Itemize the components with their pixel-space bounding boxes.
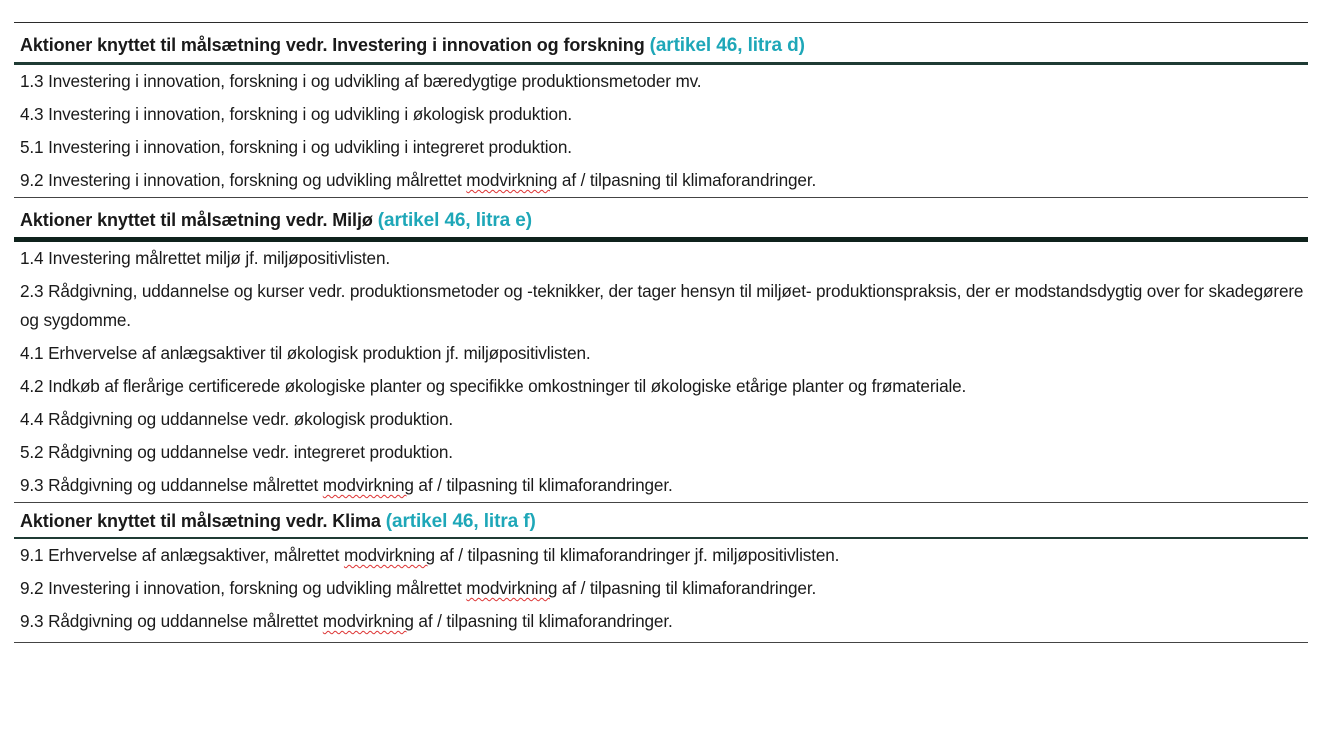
list-item: 5.2 Rådgivning og uddannelse vedr. integreret produktion.: [20, 442, 453, 462]
list-item: 4.2 Indkøb af flerårige certificerede økologiske planter og specifikke omkostninger til økologiske etårige planter og frømateriale.: [20, 376, 967, 396]
item-text: 9.2 Investering i innovation, forskning og udvikling målrettet: [20, 170, 467, 190]
item-text: af / tilpasning til klimaforandringer jf. miljøpositivlisten.: [434, 545, 840, 565]
spellcheck-flagged-word[interactable]: modvirkning: [322, 611, 414, 631]
article-reference: (artikel 46, litra e): [377, 210, 532, 231]
list-item: [14, 469, 1308, 502]
list-item: 5.1 Investering i innovation, forskning i og udvikling i integreret produktion.: [20, 137, 572, 157]
list-item: [14, 572, 1308, 605]
list-item: 1.3 Investering i innovation, forskning i og udvikling af bæredygtige produktionsmetoder mv.: [20, 71, 702, 91]
section-climate: [14, 503, 1308, 638]
spellcheck-flagged-word[interactable]: modvirkning: [322, 475, 414, 495]
section-title: Aktioner knyttet til målsætning vedr. Miljø: [20, 210, 373, 230]
section-header: [14, 23, 1308, 62]
list-item: 4.4 Rådgivning og uddannelse vedr. økologisk produktion.: [20, 409, 454, 429]
section-title: Aktioner knyttet til målsætning vedr. Klima: [20, 511, 381, 531]
item-text: 9.3 Rådgivning og uddannelse målrettet: [20, 611, 323, 631]
article-reference: (artikel 46, litra f): [385, 511, 536, 532]
action-list: [14, 539, 1308, 638]
section-environment: [14, 198, 1308, 502]
section-title: Aktioner knyttet til målsætning vedr. Investering i innovation og forskning: [20, 35, 645, 55]
spellcheck-flagged-word[interactable]: modvirkning: [343, 545, 435, 565]
section-header: [14, 198, 1308, 237]
item-text: 9.3 Rådgivning og uddannelse målrettet: [20, 475, 323, 495]
list-item: [14, 605, 1308, 638]
article-reference: (artikel 46, litra d): [649, 35, 805, 56]
list-item: 4.3 Investering i innovation, forskning i og udvikling i økologisk produktion.: [20, 104, 572, 124]
bottom-rule: [14, 642, 1308, 643]
item-text: 9.2 Investering i innovation, forskning og udvikling målrettet: [20, 578, 467, 598]
section-innovation: [14, 23, 1308, 197]
item-text: af / tilpasning til klimaforandringer.: [413, 475, 673, 495]
item-text: af / tilpasning til klimaforandringer.: [413, 611, 673, 631]
list-item: 4.1 Erhvervelse af anlægsaktiver til økologisk produktion jf. miljøpositivlisten.: [20, 343, 591, 363]
spellcheck-flagged-word[interactable]: modvirkning: [466, 578, 558, 598]
list-item: [14, 164, 1308, 197]
item-text: 9.1 Erhvervelse af anlægsaktiver, målrettet: [20, 545, 344, 565]
list-item: [14, 539, 1308, 572]
list-item: 2.3 Rådgivning, uddannelse og kurser vedr. produktionsmetoder og -teknikker, der tager hensyn til miljøet- produktionspraksis, der er modstandsdygtig over for skadegørere og sygdomme.: [20, 281, 1304, 330]
section-header: [14, 503, 1308, 537]
item-text: af / tilpasning til klimaforandringer.: [557, 170, 817, 190]
item-text: af / tilpasning til klimaforandringer.: [557, 578, 817, 598]
action-list: [14, 242, 1308, 502]
spellcheck-flagged-word[interactable]: modvirkning: [466, 170, 558, 190]
actions-table: [14, 22, 1308, 643]
action-list: [14, 65, 1308, 197]
list-item: 1.4 Investering målrettet miljø jf. miljøpositivlisten.: [20, 248, 390, 268]
